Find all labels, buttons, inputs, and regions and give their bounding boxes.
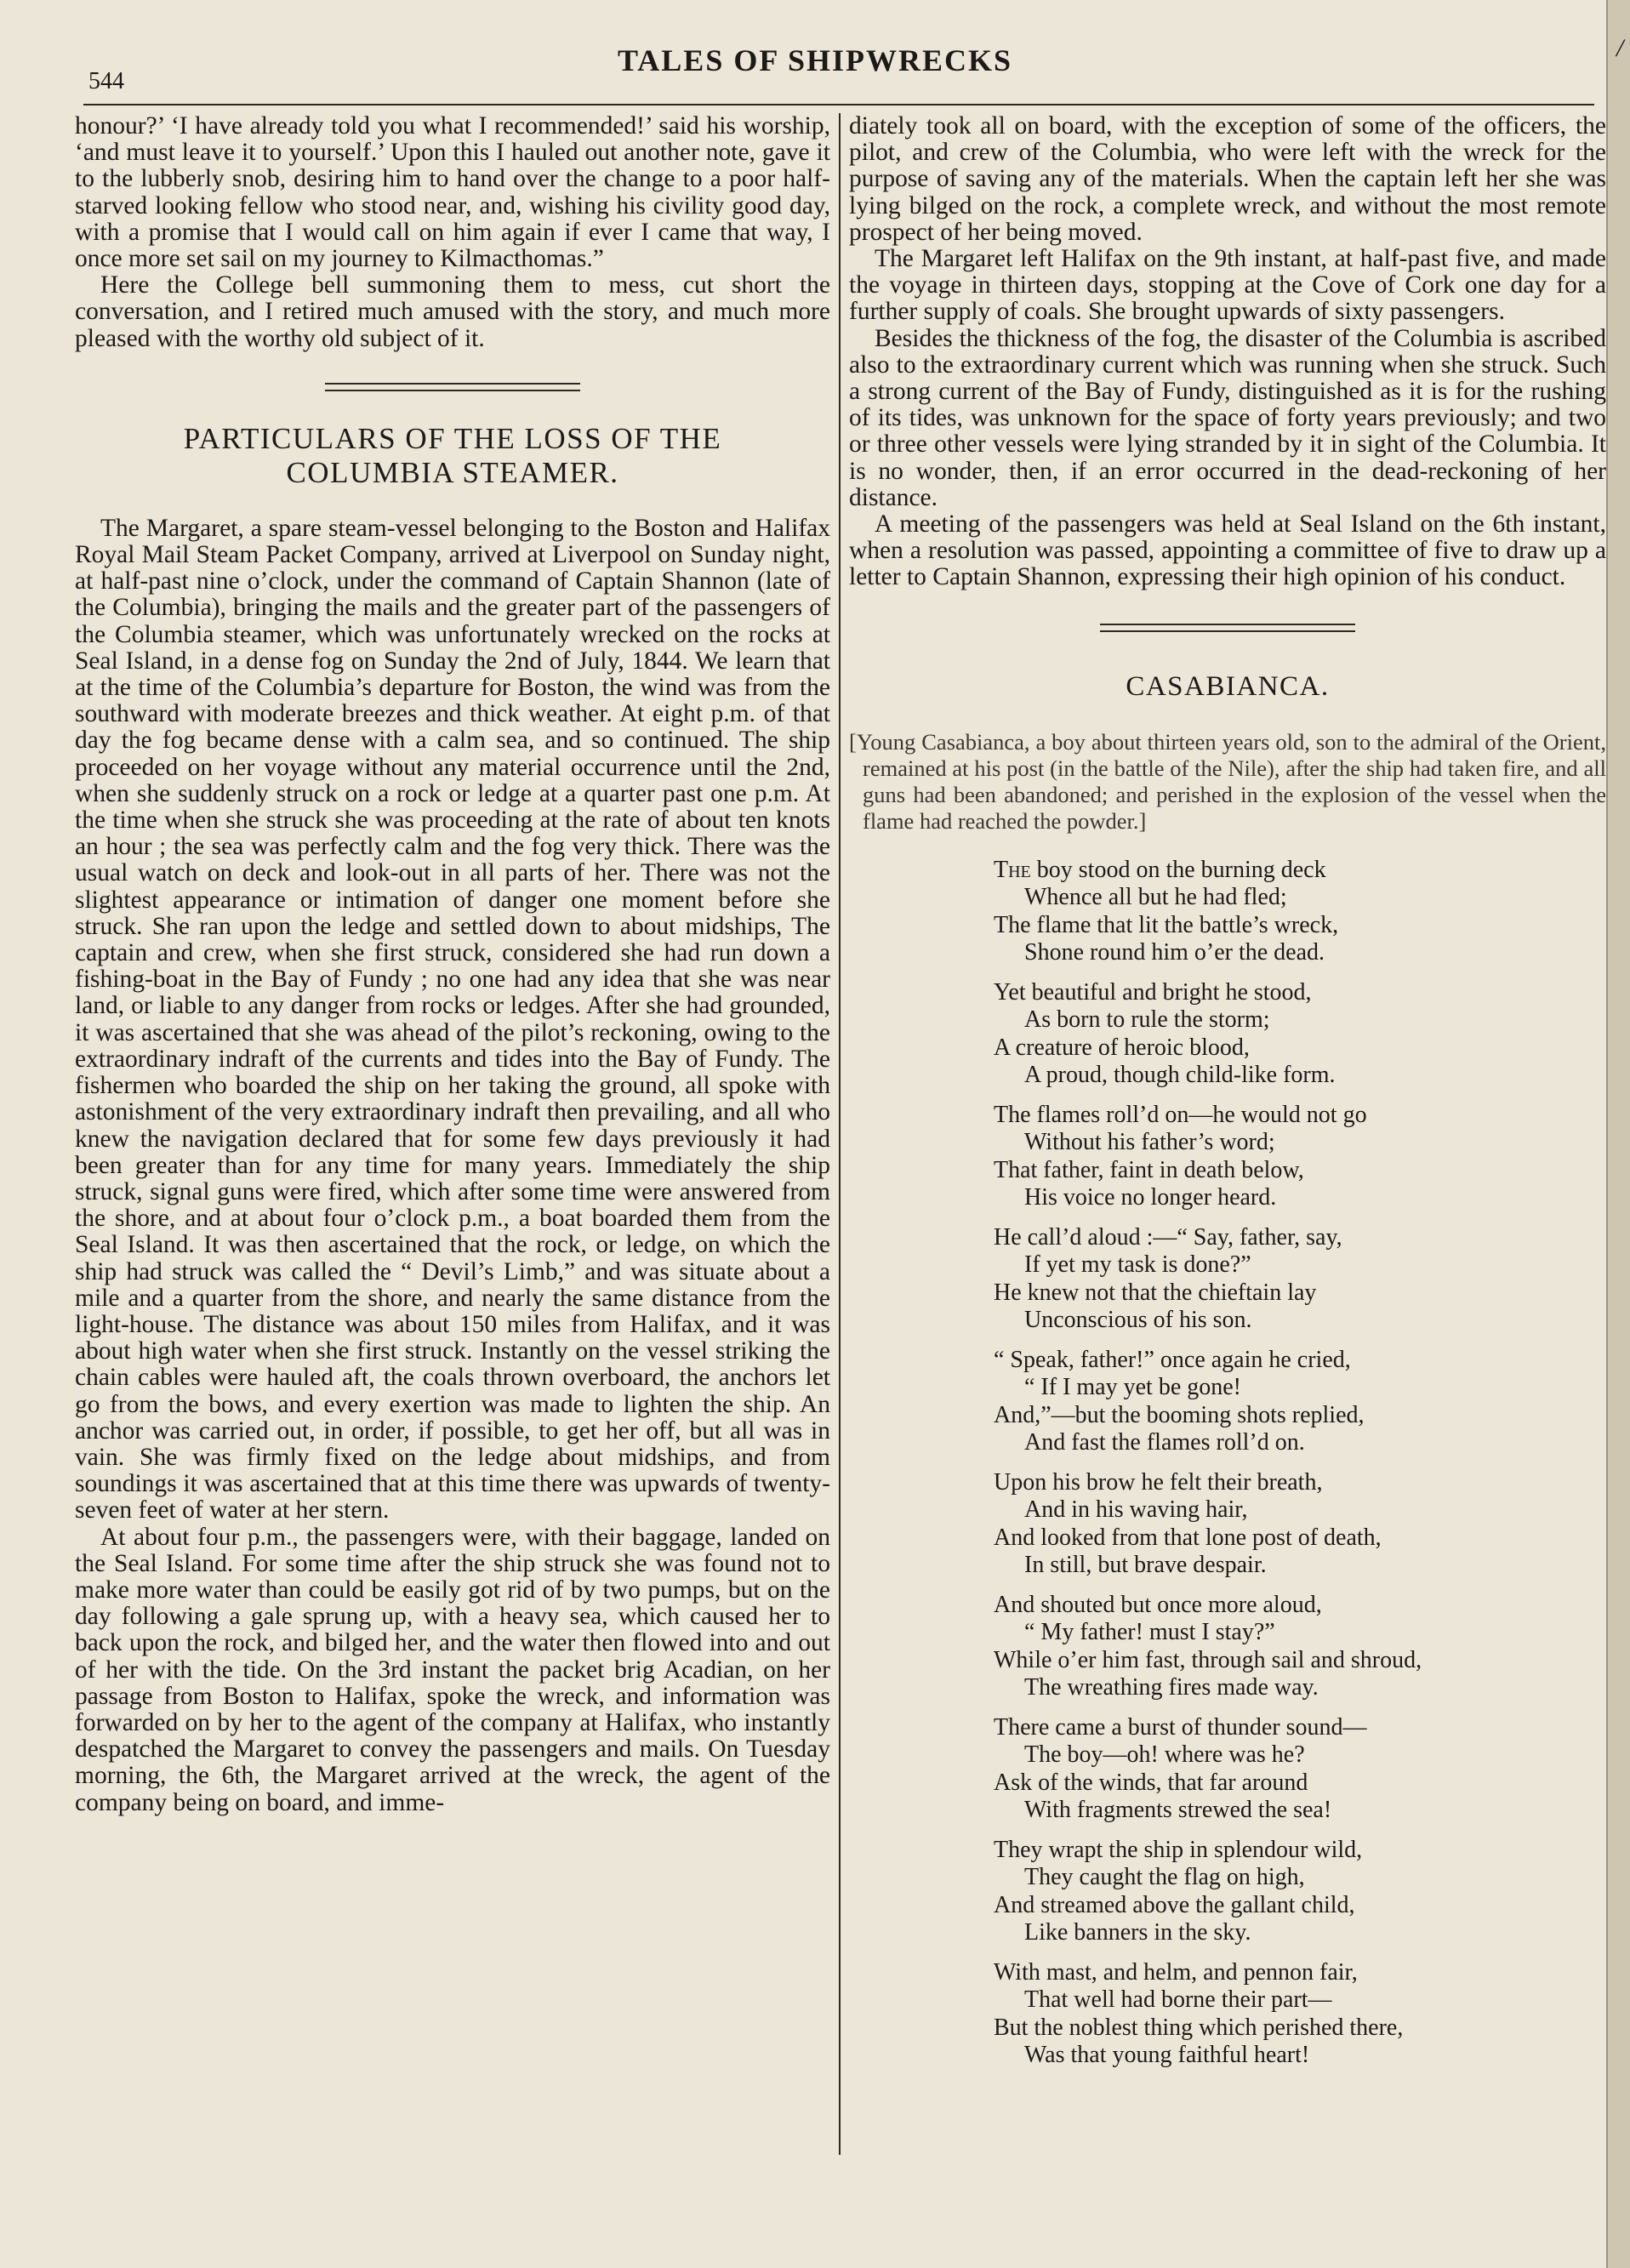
- poem-line: And in his waving hair,: [1024, 1496, 1248, 1524]
- columbia-section-title: [75, 422, 830, 490]
- corner-mark: /: [1616, 34, 1624, 62]
- section-title-line: PARTICULARS OF THE LOSS OF THE: [183, 421, 722, 455]
- section-divider: [325, 383, 580, 391]
- poem-first-word: The: [994, 856, 1031, 883]
- poem-line: With fragments strewed the sea!: [1024, 1797, 1332, 1824]
- poem-line: The flames roll’d on—he would not go: [994, 1101, 1367, 1128]
- poem-stanza: [994, 1959, 1606, 2070]
- article-paragraph: At about four p.m., the passengers were, with their baggage, landed on the Seal Island. For some time after the ship struck she was found not to make more water than could be easily got rid of by two pumps, but on the day following a gale sprung up, with a heavy sea, which caused her to back upon the rock, and bilged her, and the water then flowed into and out of her with the tide. On the 3rd instant the packet brig Acadian, on her passage from Boston to Halifax, spoke the wreck, and information was forwarded on by her to the agent of the company at Halifax, who instantly despatched the Margaret to convey the passengers and mails. On Tuesday morning, the 6th, the Margaret arrived at the wreck, the agent of the company being on board, and imme-: [75, 1523, 830, 1816]
- poem-line: With mast, and helm, and pennon fair,: [994, 1958, 1358, 1986]
- poem-line: In still, but brave despair.: [1024, 1552, 1267, 1579]
- poem-line: Ask of the winds, that far around: [994, 1769, 1308, 1796]
- poem-line: Without his father’s word;: [1024, 1129, 1275, 1156]
- poem-line: But the noblest thing which perished there,: [994, 2014, 1404, 2041]
- poem-line: “ Speak, father!” once again he cried,: [994, 1346, 1351, 1373]
- poem-line: While o’er him fast, through sail and shroud,: [994, 1646, 1422, 1673]
- section-title-line: COLUMBIA STEAMER.: [286, 455, 619, 489]
- poem-line: That father, faint in death below,: [994, 1156, 1304, 1183]
- poem-line: There came a burst of thunder sound—: [994, 1713, 1367, 1741]
- poem-line: A proud, though child-like form.: [1024, 1062, 1336, 1089]
- poem-title: CASABIANCA.: [1126, 670, 1330, 702]
- poem-stanza: [994, 1224, 1606, 1335]
- poem-line: Upon his brow he felt their breath,: [994, 1468, 1323, 1496]
- poem-stanza: [994, 1347, 1606, 1457]
- poem-line: Like banners in the sky.: [1024, 1919, 1251, 1946]
- poem-line: And shouted but once more aloud,: [994, 1591, 1322, 1618]
- poem-line: His voice no longer heard.: [1024, 1184, 1277, 1211]
- poem-stanza: [994, 1837, 1606, 1947]
- poem-line: As born to rule the storm;: [1024, 1006, 1270, 1034]
- left-column: [75, 113, 830, 1816]
- poem-line: And streamed above the gallant child,: [994, 1891, 1355, 1918]
- opening-paragraph: Here the College bell summoning them to mess, cut short the conversation, and I retired much amused with the story, and much more pleased with the worthy old subject of it.: [75, 271, 830, 352]
- opening-paragraph: honour?’ ‘I have already told you what I recommended!’ said his worship, ‘and must leave it to yourself.’ Upon this I hauled out another note, gave it to the lubberly snob, desiring him to hand over the change to a poor half-starved looking fellow who stood near, and, wishing his civility good day, with a promise that I would call on him again if ever I came that way, I once more set sail on my journey to Kilmacthomas.”: [75, 112, 830, 273]
- poem-line: “ My father! must I stay?”: [1024, 1619, 1275, 1646]
- article-paragraph: diately took all on board, with the exception of some of the officers, the pilot, and crew of the Columbia, who were left with the wreck for the purpose of saving any of the materials. When the captain left her she was lying bilged on the rock, a complete wreck, and without the most remote prospect of her being moved.: [849, 112, 1606, 246]
- poem-line: They caught the flag on high,: [1024, 1864, 1305, 1891]
- article-paragraph: Besides the thickness of the fog, the disaster of the Columbia is ascribed also to the extraordinary current which was running when she struck. Such a strong current of the Bay of Fundy, distinguished as it is for the rushing of its tides, was unknown for the space of forty years previously; and two or three other vessels were lying stranded by it in sight of the Columbia. It is no wonder, then, if an error occurred in the dead-reckoning of her distance.: [849, 324, 1606, 511]
- column-divider: [839, 113, 841, 2155]
- poem-line: And,”—but the booming shots replied,: [994, 1401, 1365, 1428]
- poem-stanza: [994, 1592, 1606, 1702]
- poem-line: A creature of heroic blood,: [994, 1034, 1250, 1061]
- poem-stanza: [994, 979, 1606, 1090]
- header-rule: [83, 104, 1594, 105]
- poem: [994, 857, 1606, 2070]
- poem-line: And looked from that lone post of death,: [994, 1524, 1382, 1551]
- poem-line: The boy—oh! where was he?: [1024, 1741, 1305, 1769]
- running-title: TALES OF SHIPWRECKS: [617, 43, 1013, 77]
- right-column: [849, 113, 1606, 2082]
- page-edge-line: [1606, 0, 1608, 2268]
- page-edge: [1606, 0, 1630, 2268]
- page-header: [83, 43, 1547, 94]
- poem-line: Yet beautiful and bright he stood,: [994, 978, 1312, 1006]
- poem-line: The flame that lit the battle’s wreck,: [994, 911, 1339, 938]
- article-paragraph: The Margaret, a spare steam-vessel belonging to the Boston and Halifax Royal Mail Steam Packet Company, arrived at Liverpool on Sunday night, at half-past nine o’clock, under the command of Captain Shannon (late of the Columbia), bringing the mails and the greater part of the passengers of the Columbia steamer, which was unfortunately wrecked on the rocks at Seal Island, in a dense fog on Sunday the 2nd of July, 1844. We learn that at the time of the Columbia’s departure for Boston, the wind was from the southward with moderate breezes and thick weather. At eight p.m. of that day the fog became dense with a calm sea, and so continued. The ship proceeded on her voyage without any material occurrence until the 2nd, when she suddenly struck on a rock or ledge at a quarter past one p.m. At the time when she struck she was proceeding at the rate of about ten knots an hour ; the sea was perfectly calm and the fog very thick. There was the usual watch on deck and look-out in all parts of her. There was not the slightest appearance or intimation of danger one moment before she struck. She ran upon the ledge and settled down to about midships, The captain and crew, when she first struck, considered she had run down a fishing-boat in the Bay of Fundy ; no one had any idea that she was near land, or liable to any danger from rocks or ledges. After she had grounded, it was ascertained that she was ahead of the pilot’s reckoning, owing to the extraordinary indraft of the currents and tides into the Bay of Fundy. The fishermen who boarded the ship on her taking the ground, all spoke with astonishment of the very extraordinary indraft then prevailing, and all who knew the navigation declared that for some few days previously it had been greater than for any time for many years. Immediately the ship struck, signal guns were fired, which after some time were answered from the shore, and at about four o’clock p.m., a boat boarded them from the Seal Island. It was then ascertained that the rock, or ledge, on which the ship had struck was called the “ Devil’s Limb,” and was situate about a mile and a quarter from the shore, and nearly the same distance from the light-house. The distance was about 150 miles from Halifax, and it was about high water when she first struck. Instantly on the vessel striking the chain cables were hauled aft, the coals thrown overboard, the anchors let go from the bows, and every exertion was made to lighten the ship. An anchor was carried out, in order, if possible, to get her off, but all was in vain. She was firmly fixed on the ledge about midships, and from soundings it was ascertained that at this time there was upwards of twenty-seven feet of water at her stern.: [75, 514, 830, 1524]
- poem-line: “ If I may yet be gone!: [1024, 1374, 1241, 1401]
- poem-line: He knew not that the chieftain lay: [994, 1279, 1317, 1306]
- poem-stanza: [994, 1469, 1606, 1580]
- poem-line: Was that young faithful heart!: [1024, 2042, 1310, 2069]
- poem-stanza: [994, 1714, 1606, 1825]
- section-divider: [1100, 624, 1355, 632]
- poem-stanza: [994, 857, 1606, 967]
- poem-line: He call’d aloud :—“ Say, father, say,: [994, 1223, 1342, 1251]
- poem-line-text: boy stood on the burning deck: [1036, 856, 1326, 883]
- poem-line: Unconscious of his son.: [1024, 1307, 1252, 1334]
- poem-line: And fast the flames roll’d on.: [1024, 1429, 1305, 1456]
- poem-line: Whence all but he had fled;: [1024, 884, 1287, 911]
- poem-line: That well had borne their part—: [1024, 1986, 1332, 2014]
- poem-line: They wrapt the ship in splendour wild,: [994, 1836, 1363, 1863]
- poem-line: [994, 857, 1606, 885]
- poem-headnote: [Young Casabianca, a boy about thirteen years old, son to the admiral of the Orient, remained at his post (in the battle of the Nile), after the ship had taken fire, and all guns had been abandoned; and perished in the explosion of the vessel when the flame had reached the powder.]: [849, 728, 1606, 834]
- poem-line: The wreathing fires made way.: [1024, 1674, 1319, 1701]
- page-number: 544: [88, 68, 124, 94]
- poem-stanza: [994, 1102, 1606, 1212]
- article-paragraph: The Margaret left Halifax on the 9th instant, at half-past five, and made the voyage in thirteen days, stopping at the Cove of Cork one day for a further supply of coals. She brought upwards of sixty passengers.: [849, 245, 1606, 326]
- poem-line: Shone round him o’er the dead.: [1024, 939, 1325, 966]
- article-paragraph: A meeting of the passengers was held at Seal Island on the 6th instant, when a resolution was passed, appointing a committee of five to draw up a letter to Captain Shannon, expressing their high opinion of his conduct.: [849, 510, 1606, 591]
- poem-line: If yet my task is done?”: [1024, 1251, 1251, 1279]
